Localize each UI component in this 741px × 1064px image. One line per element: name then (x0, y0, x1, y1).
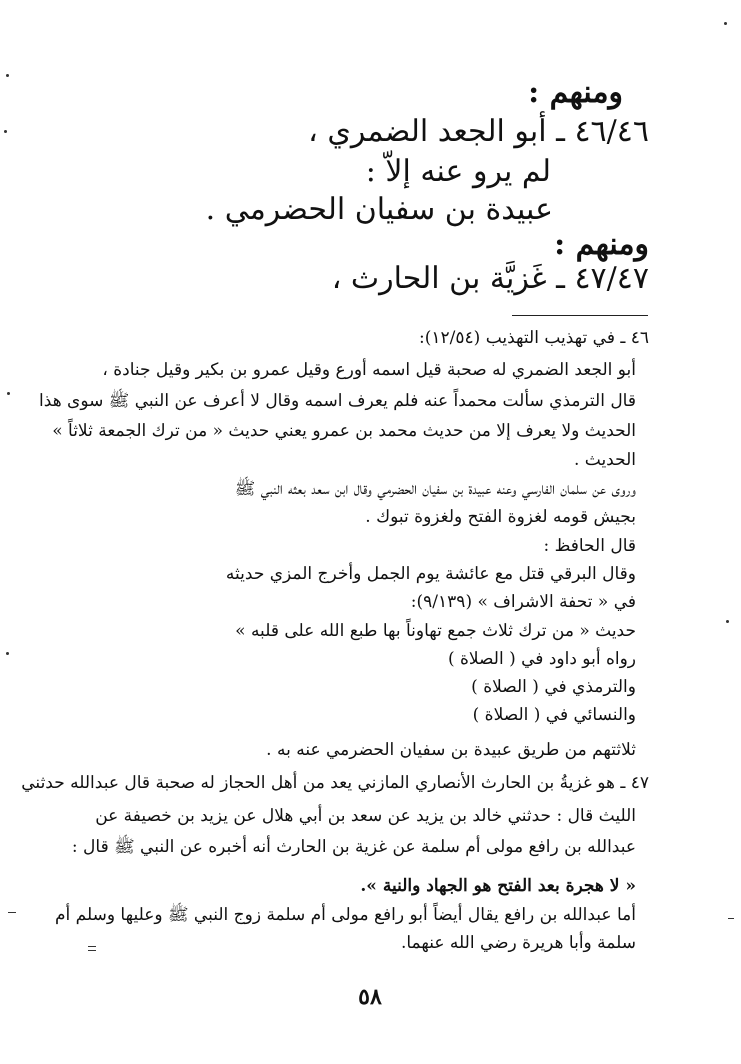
footnote-line: قال الحافظ : (543, 536, 636, 556)
scan-mark (88, 950, 96, 951)
footnote-line: ٤٧ ـ هو غزيةُ بن الحارث الأنصاري المازني يعد من أهل الحجاز له صحبة قال عبدالله حدثني (21, 773, 649, 793)
main-line-5: ومنهم : (554, 227, 649, 262)
scan-speck (4, 130, 7, 133)
footnote-line: ٤٦ ـ في تهذيب التهذيب (١٢/٥٤): (419, 328, 649, 348)
footnote-divider (512, 315, 648, 316)
scan-speck (724, 22, 727, 25)
footnote-line: رواه أبو داود في ( الصلاة ) (447, 649, 636, 669)
footnote-line: أبو الجعد الضمري له صحبة قيل اسمه أورع وقيل عمرو بن بكير وقيل جنادة ، (102, 360, 636, 380)
footnote-line: سلمة وأبا هريرة رضي الله عنهما. (400, 933, 636, 953)
scan-speck (6, 74, 9, 77)
footnote-line: أما عبدالله بن رافع يقال أيضاً أبو رافع مولى أم سلمة زوج النبي ﷺ وعليها وسلم أم (54, 905, 636, 925)
page-number: ٥٨ (358, 984, 382, 1010)
footnote-line: حديث « من ترك ثلاث جمع تهاوناً بها طبع الله على قلبه » (235, 621, 636, 641)
footnote-line: قال الترمذي سألت محمداً عنه فلم يعرف اسمه وقال لا أعرف عن النبي ﷺ سوى هذا (39, 391, 636, 411)
main-line-4: عبيدة بن سفيان الحضرمي . (205, 192, 553, 227)
footnote-line: الحديث . (573, 450, 636, 470)
scan-speck (6, 652, 9, 655)
main-line-6: ٤٧/٤٧ ـ غَزيَّة بن الحارث ، (331, 261, 649, 296)
footnote-line: ثلاثتهم من طريق عبيدة بن سفيان الحضرمي عنه به . (266, 740, 636, 760)
scan-speck (726, 620, 729, 623)
footnote-line: وروى عن سلمان الفارسي وعنه عبيدة بن سفيان الحضرمي وقال ابن سعد بعثه النبي ﷺ (234, 479, 636, 499)
footnote-line: بجيش قومه لغزوة الفتح ولغزوة تبوك . (365, 507, 636, 527)
scan-mark (8, 912, 16, 913)
main-line-2: ٤٦/٤٦ ـ أبو الجعد الضمري ، (308, 114, 649, 149)
footnote-line: والترمذي في ( الصلاة ) (471, 677, 636, 697)
main-line-3: لم يرو عنه إلاّ : (365, 154, 551, 189)
footnote-line: الليث قال : حدثني خالد بن يزيد عن سعد بن أبي هلال عن يزيد بن خصيفة عن (95, 806, 636, 826)
footnote-line: الحديث ولا يعرف إلا من حديث محمد بن عمرو يعني حديث « من ترك الجمعة ثلاثاً » (52, 421, 636, 441)
scan-mark (88, 946, 96, 947)
footnote-line: « لا هجرة بعد الفتح هو الجهاد والنية ». (360, 876, 636, 896)
footnote-line: والنسائي في ( الصلاة ) (472, 705, 636, 725)
main-line-1: ومنهم : (528, 75, 623, 110)
footnote-line: عبدالله بن رافع مولى أم سلمة عن غزية بن الحارث أنه أخبره عن النبي ﷺ قال : (71, 837, 636, 857)
footnote-line: في « تحفة الاشراف » (٩/١٣٩): (410, 592, 636, 612)
scan-mark (728, 918, 734, 919)
footnote-line: وقال البرقي قتل مع عائشة يوم الجمل وأخرج المزي حديثه (225, 564, 636, 584)
scan-speck (7, 392, 10, 395)
